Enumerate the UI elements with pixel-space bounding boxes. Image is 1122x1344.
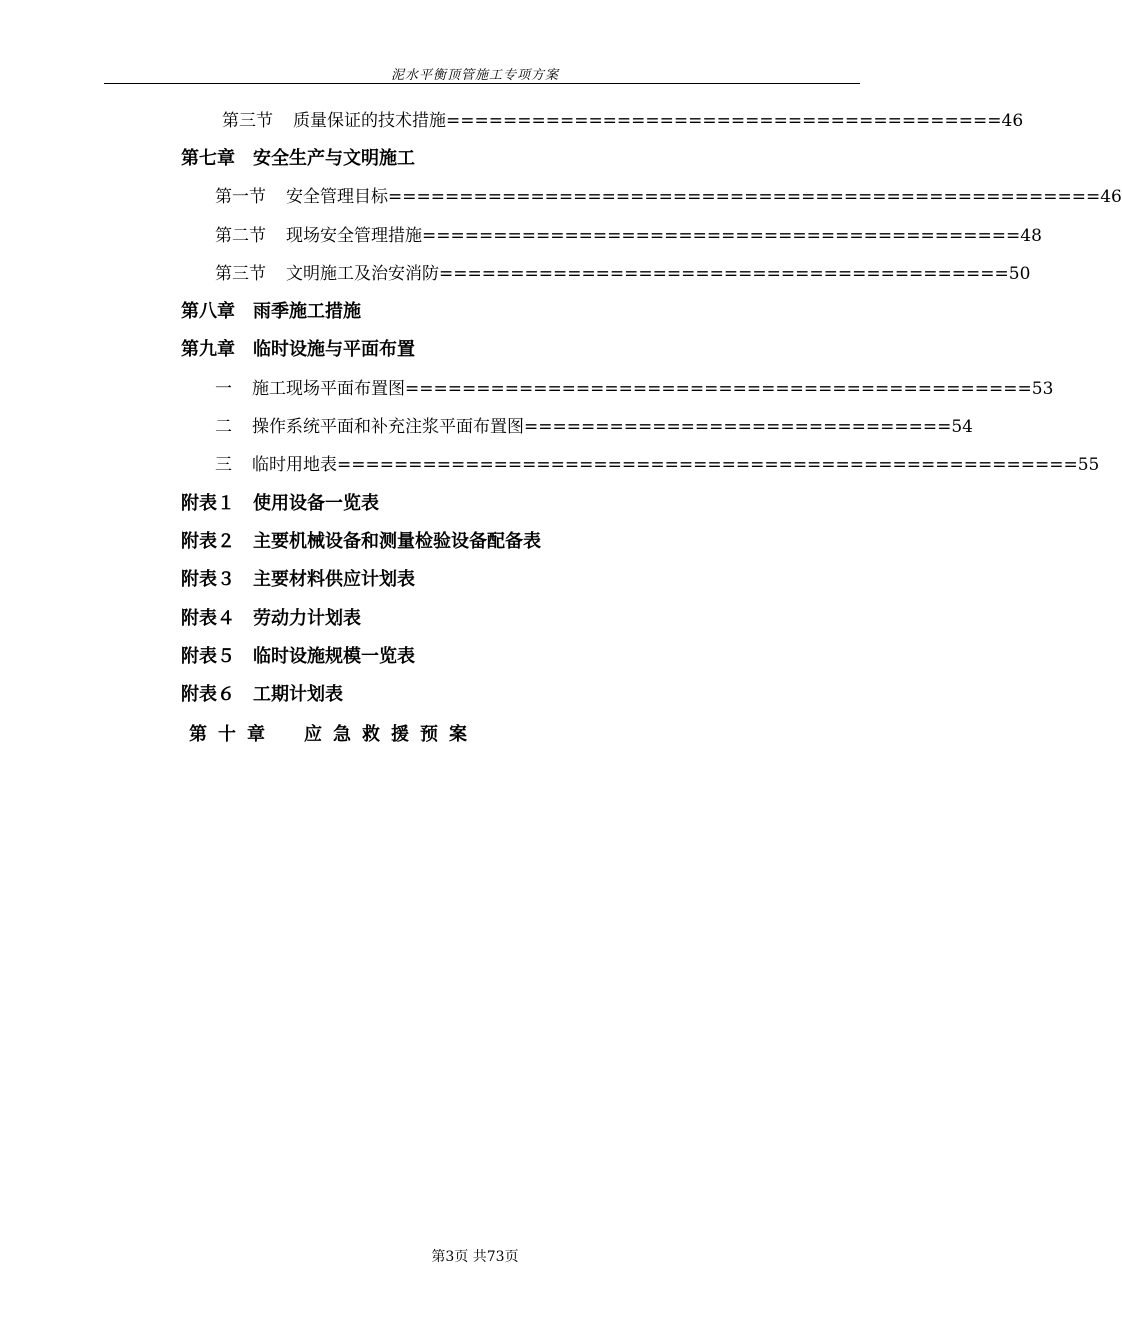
toc-entry-title: 现场安全管理措施 xyxy=(286,226,422,246)
toc-appendix-heading[interactable] xyxy=(181,489,379,519)
toc-leader: ================================================== xyxy=(388,187,1101,207)
toc-entry-number: 第三节 xyxy=(215,264,266,284)
toc-entry-title: 质量保证的技术措施 xyxy=(293,111,446,131)
appendix-title: 劳动力计划表 xyxy=(253,608,361,629)
toc-entry[interactable] xyxy=(222,106,1024,136)
toc-entry[interactable] xyxy=(215,221,1042,251)
appendix-number: 附表５ xyxy=(181,646,235,667)
appendix-title: 主要材料供应计划表 xyxy=(253,569,415,590)
toc-leader: ============================== xyxy=(524,417,952,437)
toc-entry[interactable] xyxy=(215,450,1100,480)
chapter-title: 安全生产与文明施工 xyxy=(253,148,415,169)
toc-chapter-heading[interactable] xyxy=(181,144,415,174)
toc-entry[interactable] xyxy=(215,259,1031,289)
chapter-number: 第七章 xyxy=(181,148,235,169)
toc-chapter-heading[interactable] xyxy=(181,335,415,365)
chapter-title: 应急救援预案 xyxy=(304,724,478,745)
toc-chapter-heading[interactable] xyxy=(189,720,478,750)
appendix-number: 附表１ xyxy=(181,493,235,514)
toc-entry[interactable] xyxy=(215,182,1122,212)
toc-entry-number: 第一节 xyxy=(215,187,266,207)
toc-entry-title: 操作系统平面和补充注浆平面布置图 xyxy=(252,417,524,437)
toc-appendix-heading[interactable] xyxy=(181,604,361,634)
chapter-number: 第八章 xyxy=(181,301,235,322)
page-footer: 第3页 共73页 xyxy=(431,1249,519,1265)
toc-entry-number: 一 xyxy=(215,379,232,399)
toc-entry[interactable] xyxy=(215,374,1054,404)
chapter-number: 第十章 xyxy=(189,724,276,745)
toc-entry[interactable] xyxy=(215,412,973,442)
toc-page-number: 53 xyxy=(1031,379,1054,399)
chapter-title: 临时设施与平面布置 xyxy=(253,339,415,360)
toc-leader: ======================================= xyxy=(446,111,1002,131)
appendix-title: 使用设备一览表 xyxy=(253,493,379,514)
chapter-number: 第九章 xyxy=(181,339,235,360)
toc-entry-title: 文明施工及治安消防 xyxy=(286,264,439,284)
appendix-number: 附表４ xyxy=(181,608,235,629)
appendix-title: 临时设施规模一览表 xyxy=(253,646,415,667)
toc-appendix-heading[interactable] xyxy=(181,680,343,710)
toc-appendix-heading[interactable] xyxy=(181,642,415,672)
toc-appendix-heading[interactable] xyxy=(181,527,541,557)
toc-entry-number: 二 xyxy=(215,417,232,437)
toc-page-number: 48 xyxy=(1020,226,1042,246)
toc-entry-title: 临时用地表 xyxy=(252,455,337,475)
toc-leader: ========================================== xyxy=(422,226,1021,246)
appendix-number: 附表６ xyxy=(181,684,235,705)
chapter-title: 雨季施工措施 xyxy=(253,301,361,322)
toc-chapter-heading[interactable] xyxy=(181,297,361,327)
appendix-number: 附表３ xyxy=(181,569,235,590)
toc-page-number: 50 xyxy=(1008,264,1031,284)
appendix-title: 主要机械设备和测量检验设备配备表 xyxy=(253,531,541,552)
toc-leader: ==================================================== xyxy=(337,455,1078,475)
toc-entry-number: 第三节 xyxy=(222,111,273,131)
toc-page-number: 55 xyxy=(1077,455,1100,475)
toc-page-number: 46 xyxy=(1001,111,1024,131)
toc-entry-number: 第二节 xyxy=(215,226,266,246)
appendix-number: 附表２ xyxy=(181,531,235,552)
toc-appendix-heading[interactable] xyxy=(181,565,415,595)
running-header: 泥水平衡顶管施工专项方案 xyxy=(390,68,559,83)
toc-page-number: 46 xyxy=(1100,187,1122,207)
appendix-title: 工期计划表 xyxy=(253,684,343,705)
toc-entry-number: 三 xyxy=(215,455,232,475)
toc-leader: ======================================== xyxy=(439,264,1009,284)
toc-entry-title: 施工现场平面布置图 xyxy=(252,379,405,399)
toc-entry-title: 安全管理目标 xyxy=(286,187,388,207)
toc-leader: ============================================ xyxy=(405,379,1032,399)
toc-page-number: 54 xyxy=(951,417,973,437)
